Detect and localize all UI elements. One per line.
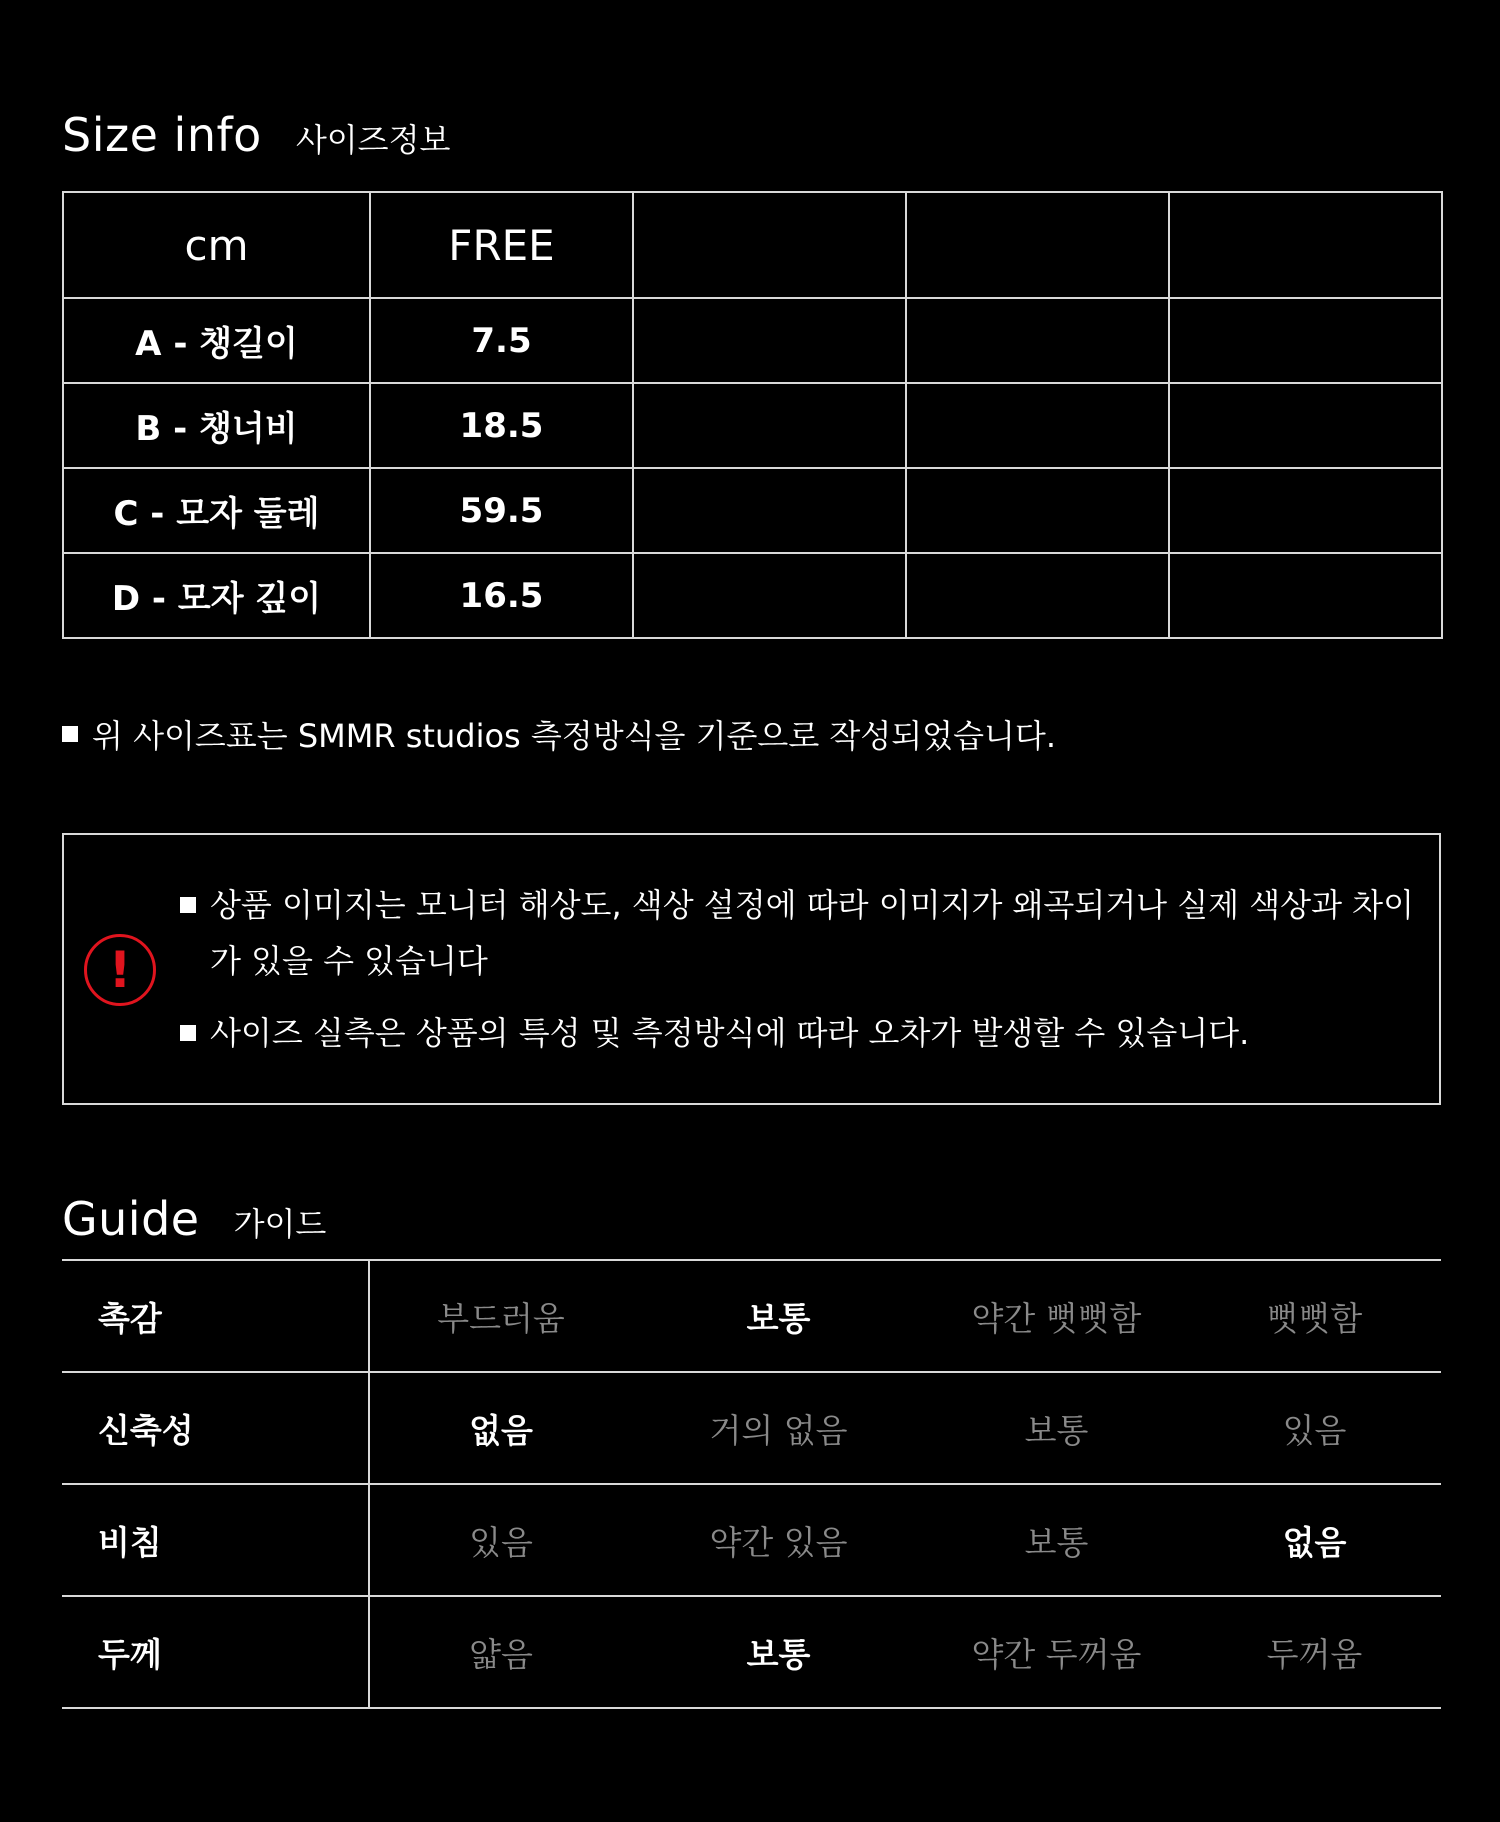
size-table bbox=[62, 191, 1443, 639]
size-row-label: A - 챙길이 bbox=[63, 298, 370, 383]
guide-option: 있음 bbox=[369, 1484, 632, 1596]
size-row-label: B - 챙너비 bbox=[63, 383, 370, 468]
size-value bbox=[906, 553, 1169, 638]
exclamation-circle-icon: ! bbox=[84, 934, 156, 1006]
table-row bbox=[62, 1260, 1441, 1372]
guide-heading bbox=[62, 1192, 326, 1246]
size-header-cell: cm bbox=[63, 192, 370, 298]
size-note-text: 위 사이즈표는 SMMR studios 측정방식을 기준으로 작성되었습니다. bbox=[92, 717, 1056, 755]
guide-table bbox=[62, 1259, 1441, 1709]
guide-title-ko: 가이드 bbox=[233, 1205, 327, 1243]
size-row-label: C - 모자 둘레 bbox=[63, 468, 370, 553]
size-info-heading bbox=[62, 108, 450, 162]
table-row bbox=[63, 383, 1442, 468]
size-value bbox=[1169, 298, 1442, 383]
size-value bbox=[906, 383, 1169, 468]
size-value bbox=[1169, 553, 1442, 638]
guide-option: 보통 bbox=[925, 1372, 1188, 1484]
guide-option: 거의 없음 bbox=[632, 1372, 925, 1484]
guide-option: 보통 bbox=[632, 1260, 925, 1372]
square-bullet-icon bbox=[62, 726, 78, 742]
guide-title-en: Guide bbox=[62, 1192, 200, 1246]
guide-option: 뻣뻣함 bbox=[1188, 1260, 1441, 1372]
guide-option: 없음 bbox=[1188, 1484, 1441, 1596]
guide-row-label: 두께 bbox=[62, 1596, 369, 1708]
size-header-cell bbox=[1169, 192, 1442, 298]
warning-line bbox=[180, 1005, 1420, 1061]
size-value bbox=[1169, 468, 1442, 553]
guide-option: 보통 bbox=[925, 1484, 1188, 1596]
guide-option: 약간 있음 bbox=[632, 1484, 925, 1596]
size-value bbox=[633, 383, 906, 468]
warning-text: 사이즈 실측은 상품의 특성 및 측정방식에 따라 오차가 발생할 수 있습니다. bbox=[210, 1014, 1250, 1052]
guide-option: 없음 bbox=[369, 1372, 632, 1484]
guide-option: 얇음 bbox=[369, 1596, 632, 1708]
size-value: 18.5 bbox=[370, 383, 633, 468]
size-value bbox=[906, 468, 1169, 553]
warning-box bbox=[62, 833, 1441, 1105]
guide-row-label: 비침 bbox=[62, 1484, 369, 1596]
size-value bbox=[633, 468, 906, 553]
guide-option: 보통 bbox=[632, 1596, 925, 1708]
size-note bbox=[62, 711, 1056, 757]
table-row bbox=[63, 298, 1442, 383]
size-header-cell bbox=[906, 192, 1169, 298]
guide-row-label: 신축성 bbox=[62, 1372, 369, 1484]
square-bullet-icon bbox=[180, 897, 196, 913]
size-value: 59.5 bbox=[370, 468, 633, 553]
guide-option: 약간 두꺼움 bbox=[925, 1596, 1188, 1708]
warning-lines bbox=[180, 877, 1420, 1061]
table-row bbox=[63, 553, 1442, 638]
warning-line bbox=[180, 877, 1420, 989]
table-row bbox=[63, 468, 1442, 553]
table-row bbox=[62, 1596, 1441, 1708]
size-header-cell bbox=[633, 192, 906, 298]
size-value: 7.5 bbox=[370, 298, 633, 383]
size-info-title-en: Size info bbox=[62, 108, 262, 162]
size-value: 16.5 bbox=[370, 553, 633, 638]
size-header-cell: FREE bbox=[370, 192, 633, 298]
size-table-header bbox=[63, 192, 1442, 298]
size-value bbox=[633, 553, 906, 638]
table-row bbox=[62, 1484, 1441, 1596]
warning-text: 상품 이미지는 모니터 해상도, 색상 설정에 따라 이미지가 왜곡되거나 실제 색상과 차이가 있을 수 있습니다 bbox=[210, 886, 1414, 980]
size-value bbox=[1169, 383, 1442, 468]
square-bullet-icon bbox=[180, 1025, 196, 1041]
size-row-label: D - 모자 깊이 bbox=[63, 553, 370, 638]
guide-option: 부드러움 bbox=[369, 1260, 632, 1372]
size-value bbox=[633, 298, 906, 383]
guide-option: 있음 bbox=[1188, 1372, 1441, 1484]
guide-row-label: 촉감 bbox=[62, 1260, 369, 1372]
size-info-title-ko: 사이즈정보 bbox=[295, 121, 451, 159]
table-row bbox=[62, 1372, 1441, 1484]
guide-option: 두꺼움 bbox=[1188, 1596, 1441, 1708]
size-value bbox=[906, 298, 1169, 383]
guide-option: 약간 뻣뻣함 bbox=[925, 1260, 1188, 1372]
